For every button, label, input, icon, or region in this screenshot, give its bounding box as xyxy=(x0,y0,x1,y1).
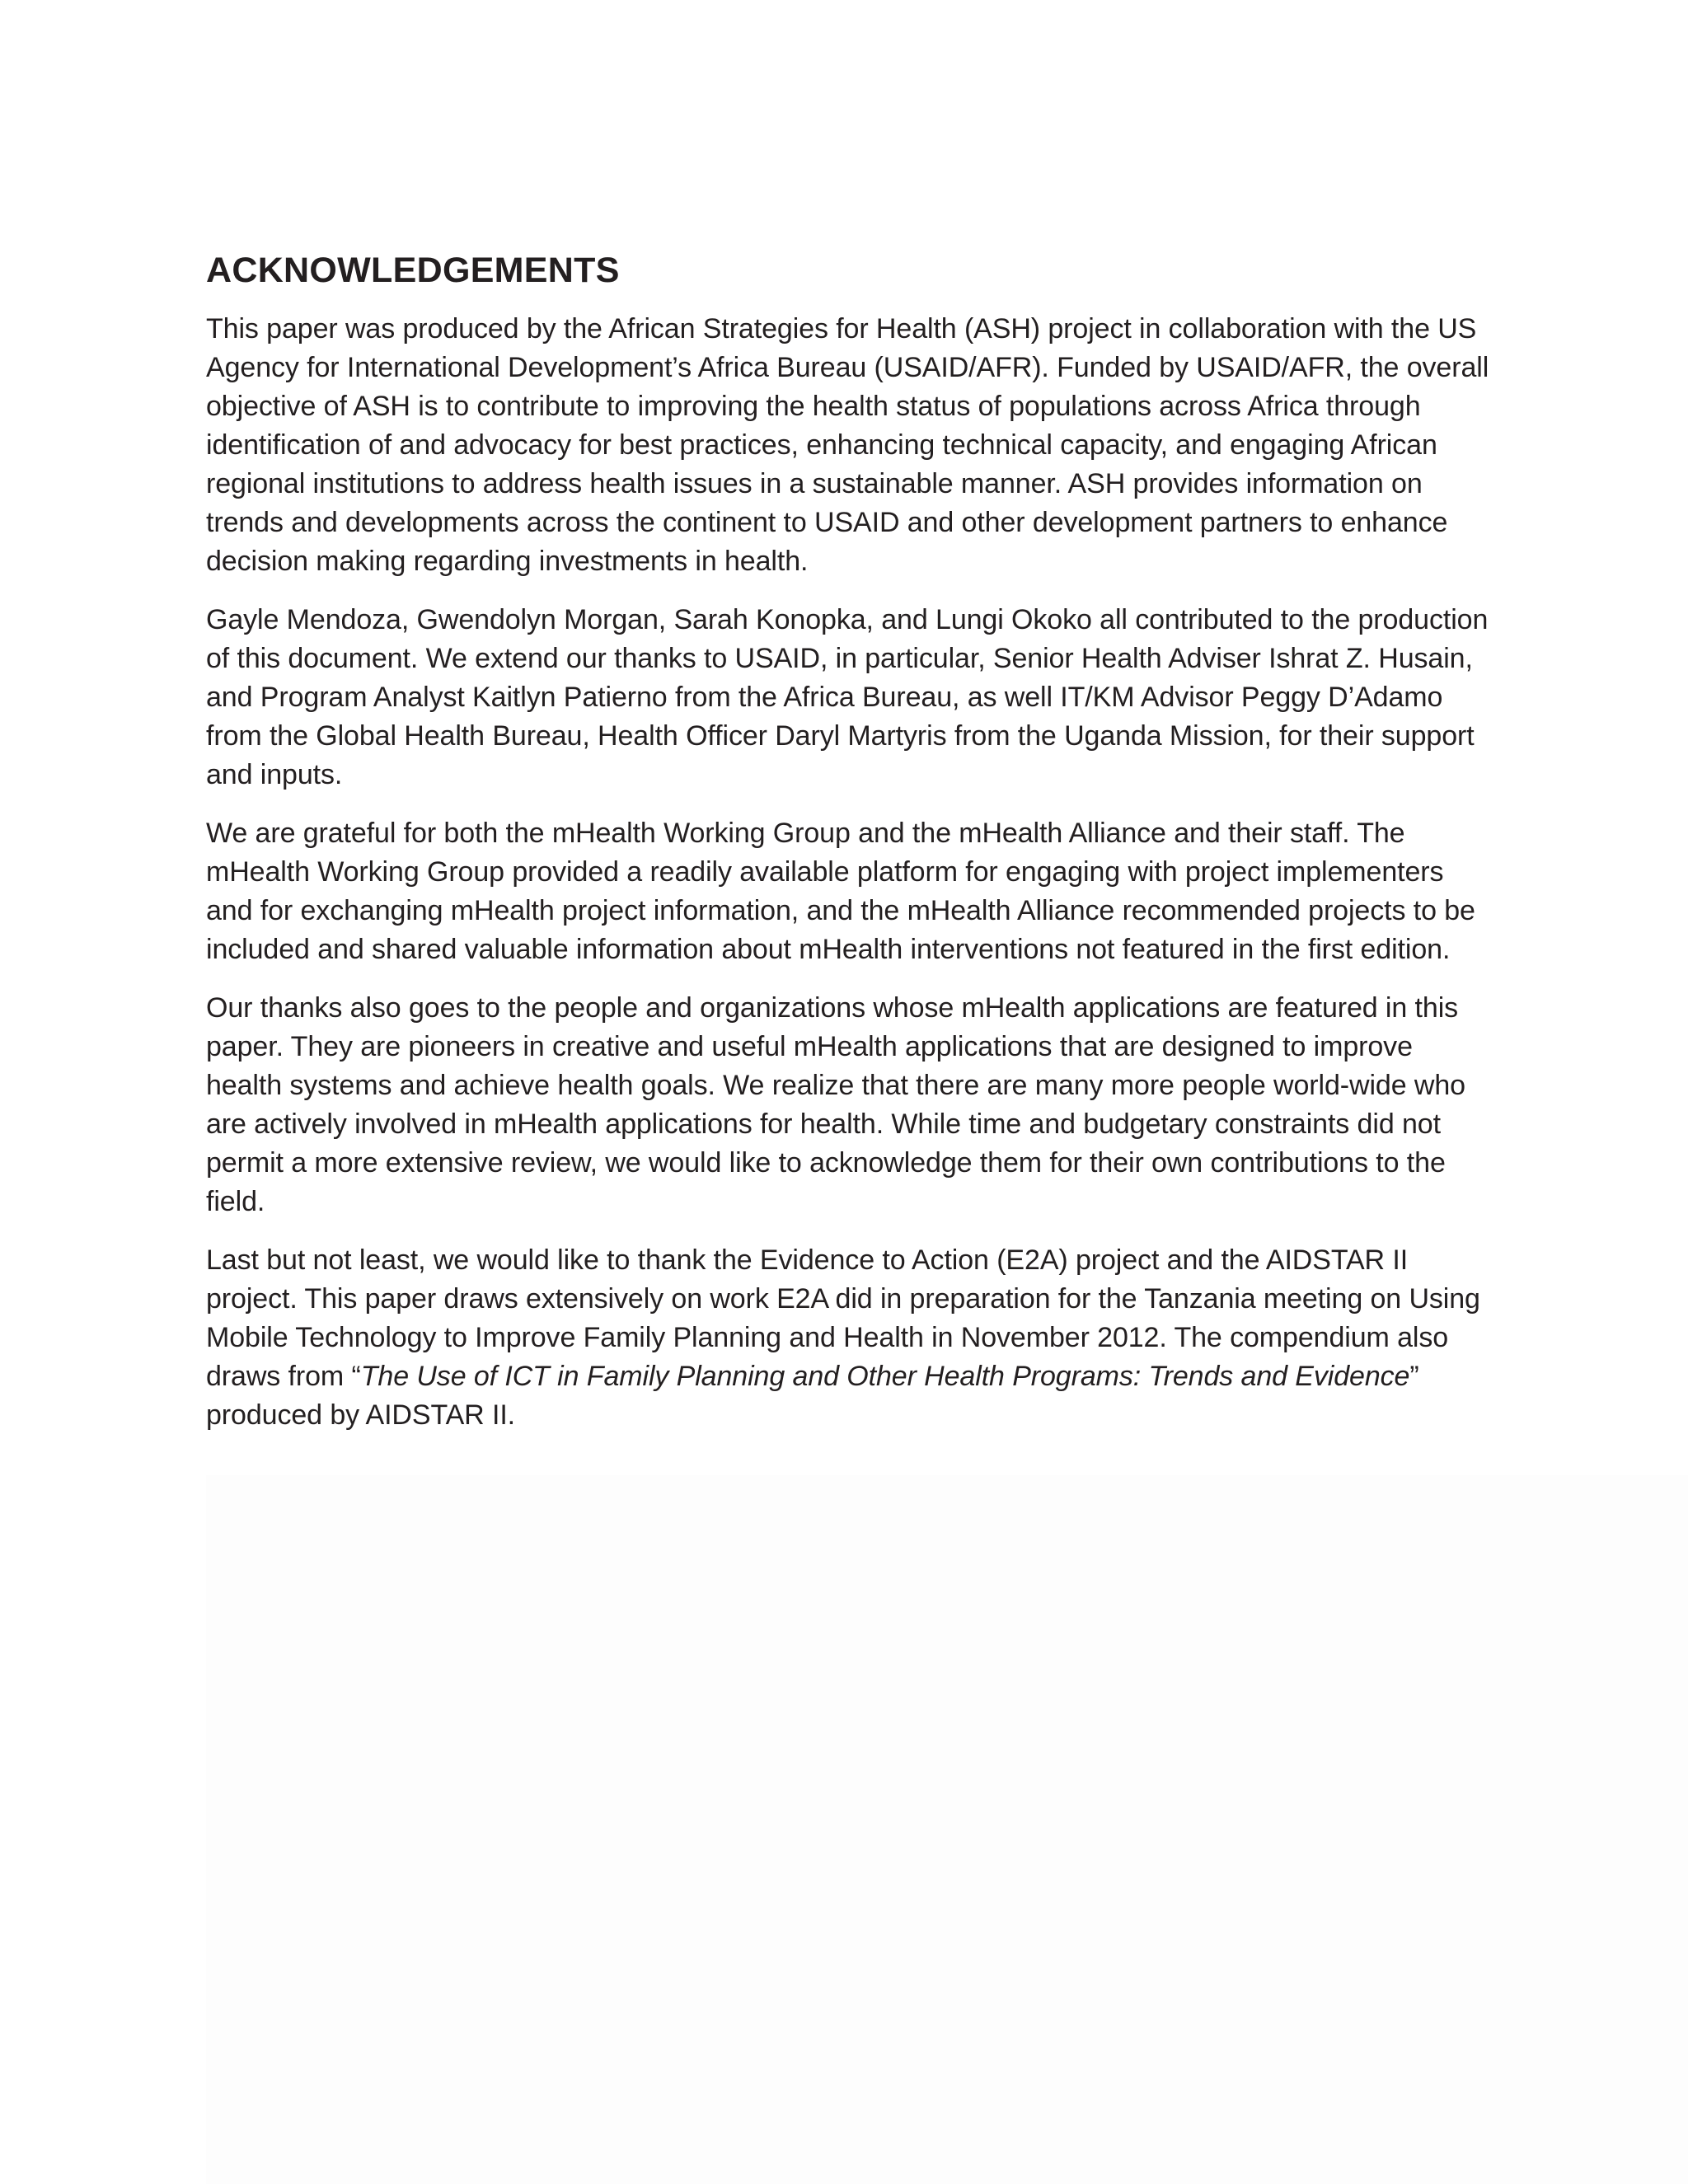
paragraph-e2a-text-after: ” produced by AIDSTAR II. xyxy=(206,1361,1419,1431)
page-lower-shade xyxy=(206,1475,1688,2184)
paragraph-e2a-aidstar xyxy=(206,1241,1492,1435)
document-content xyxy=(206,249,1492,1455)
paragraph-contributors: Gayle Mendoza, Gwendolyn Morgan, Sarah Konopka, and Lungi Okoko all contributed to the production of this document. We extend our thanks to USAID, in particular, Senior Health Adviser Ishrat Z. Husain, and Program Analyst Kaitlyn Patierno from the Africa Bureau, as well IT/KM Advisor Peggy D’Adamo from the Global Health Bureau, Health Officer Daryl Martyris from the Uganda Mission, for their support and inputs. xyxy=(206,604,1489,790)
paragraph-ash-overview: This paper was produced by the African Strategies for Health (ASH) project in collaboration with the US Agency for International Development’s Africa Bureau (USAID/AFR). Funded by USAID/AFR, the overall objective of ASH is to contribute to improving the health status of populations across Africa through identification of and advocacy for best practices, enhancing technical capacity, and engaging African regional institutions to address health issues in a sustainable manner. ASH provides information on trends and developments across the continent to USAID and other development partners to enhance decision making regarding investments in health. xyxy=(206,313,1489,577)
paragraph-e2a-text-before: Last but not least, we would like to thank the Evidence to Action (E2A) project and the AIDSTAR II project. This paper draws extensively on work E2A did in preparation for the Tanzania meeting on Using Mobile Technology to Improve Family Planning and Health in November 2012. The compendium also draws from “ xyxy=(206,1244,1480,1392)
paragraph-organizations-thanks: Our thanks also goes to the people and organizations whose mHealth applications are featured in this paper. They are pioneers in creative and useful mHealth applications that are designed to improve health systems and achieve health goals. We realize that there are many more people world-wide who are actively involved in mHealth applications for health. While time and budgetary constraints did not permit a more extensive review, we would like to acknowledge them for their own contributions to the field. xyxy=(206,992,1465,1217)
page-title: ACKNOWLEDGEMENTS xyxy=(206,251,620,290)
paragraph-mhealth-groups: We are grateful for both the mHealth Working Group and the mHealth Alliance and their staff. The mHealth Working Group provided a readily available platform for engaging with project implementers and for exchanging mHealth project information, and the mHealth Alliance recommended projects to be included and shared valuable information about mHealth interventions not featured in the first edition. xyxy=(206,818,1475,965)
publication-title: The Use of ICT in Family Planning and Other Health Programs: Trends and Evidence xyxy=(360,1361,1410,1392)
